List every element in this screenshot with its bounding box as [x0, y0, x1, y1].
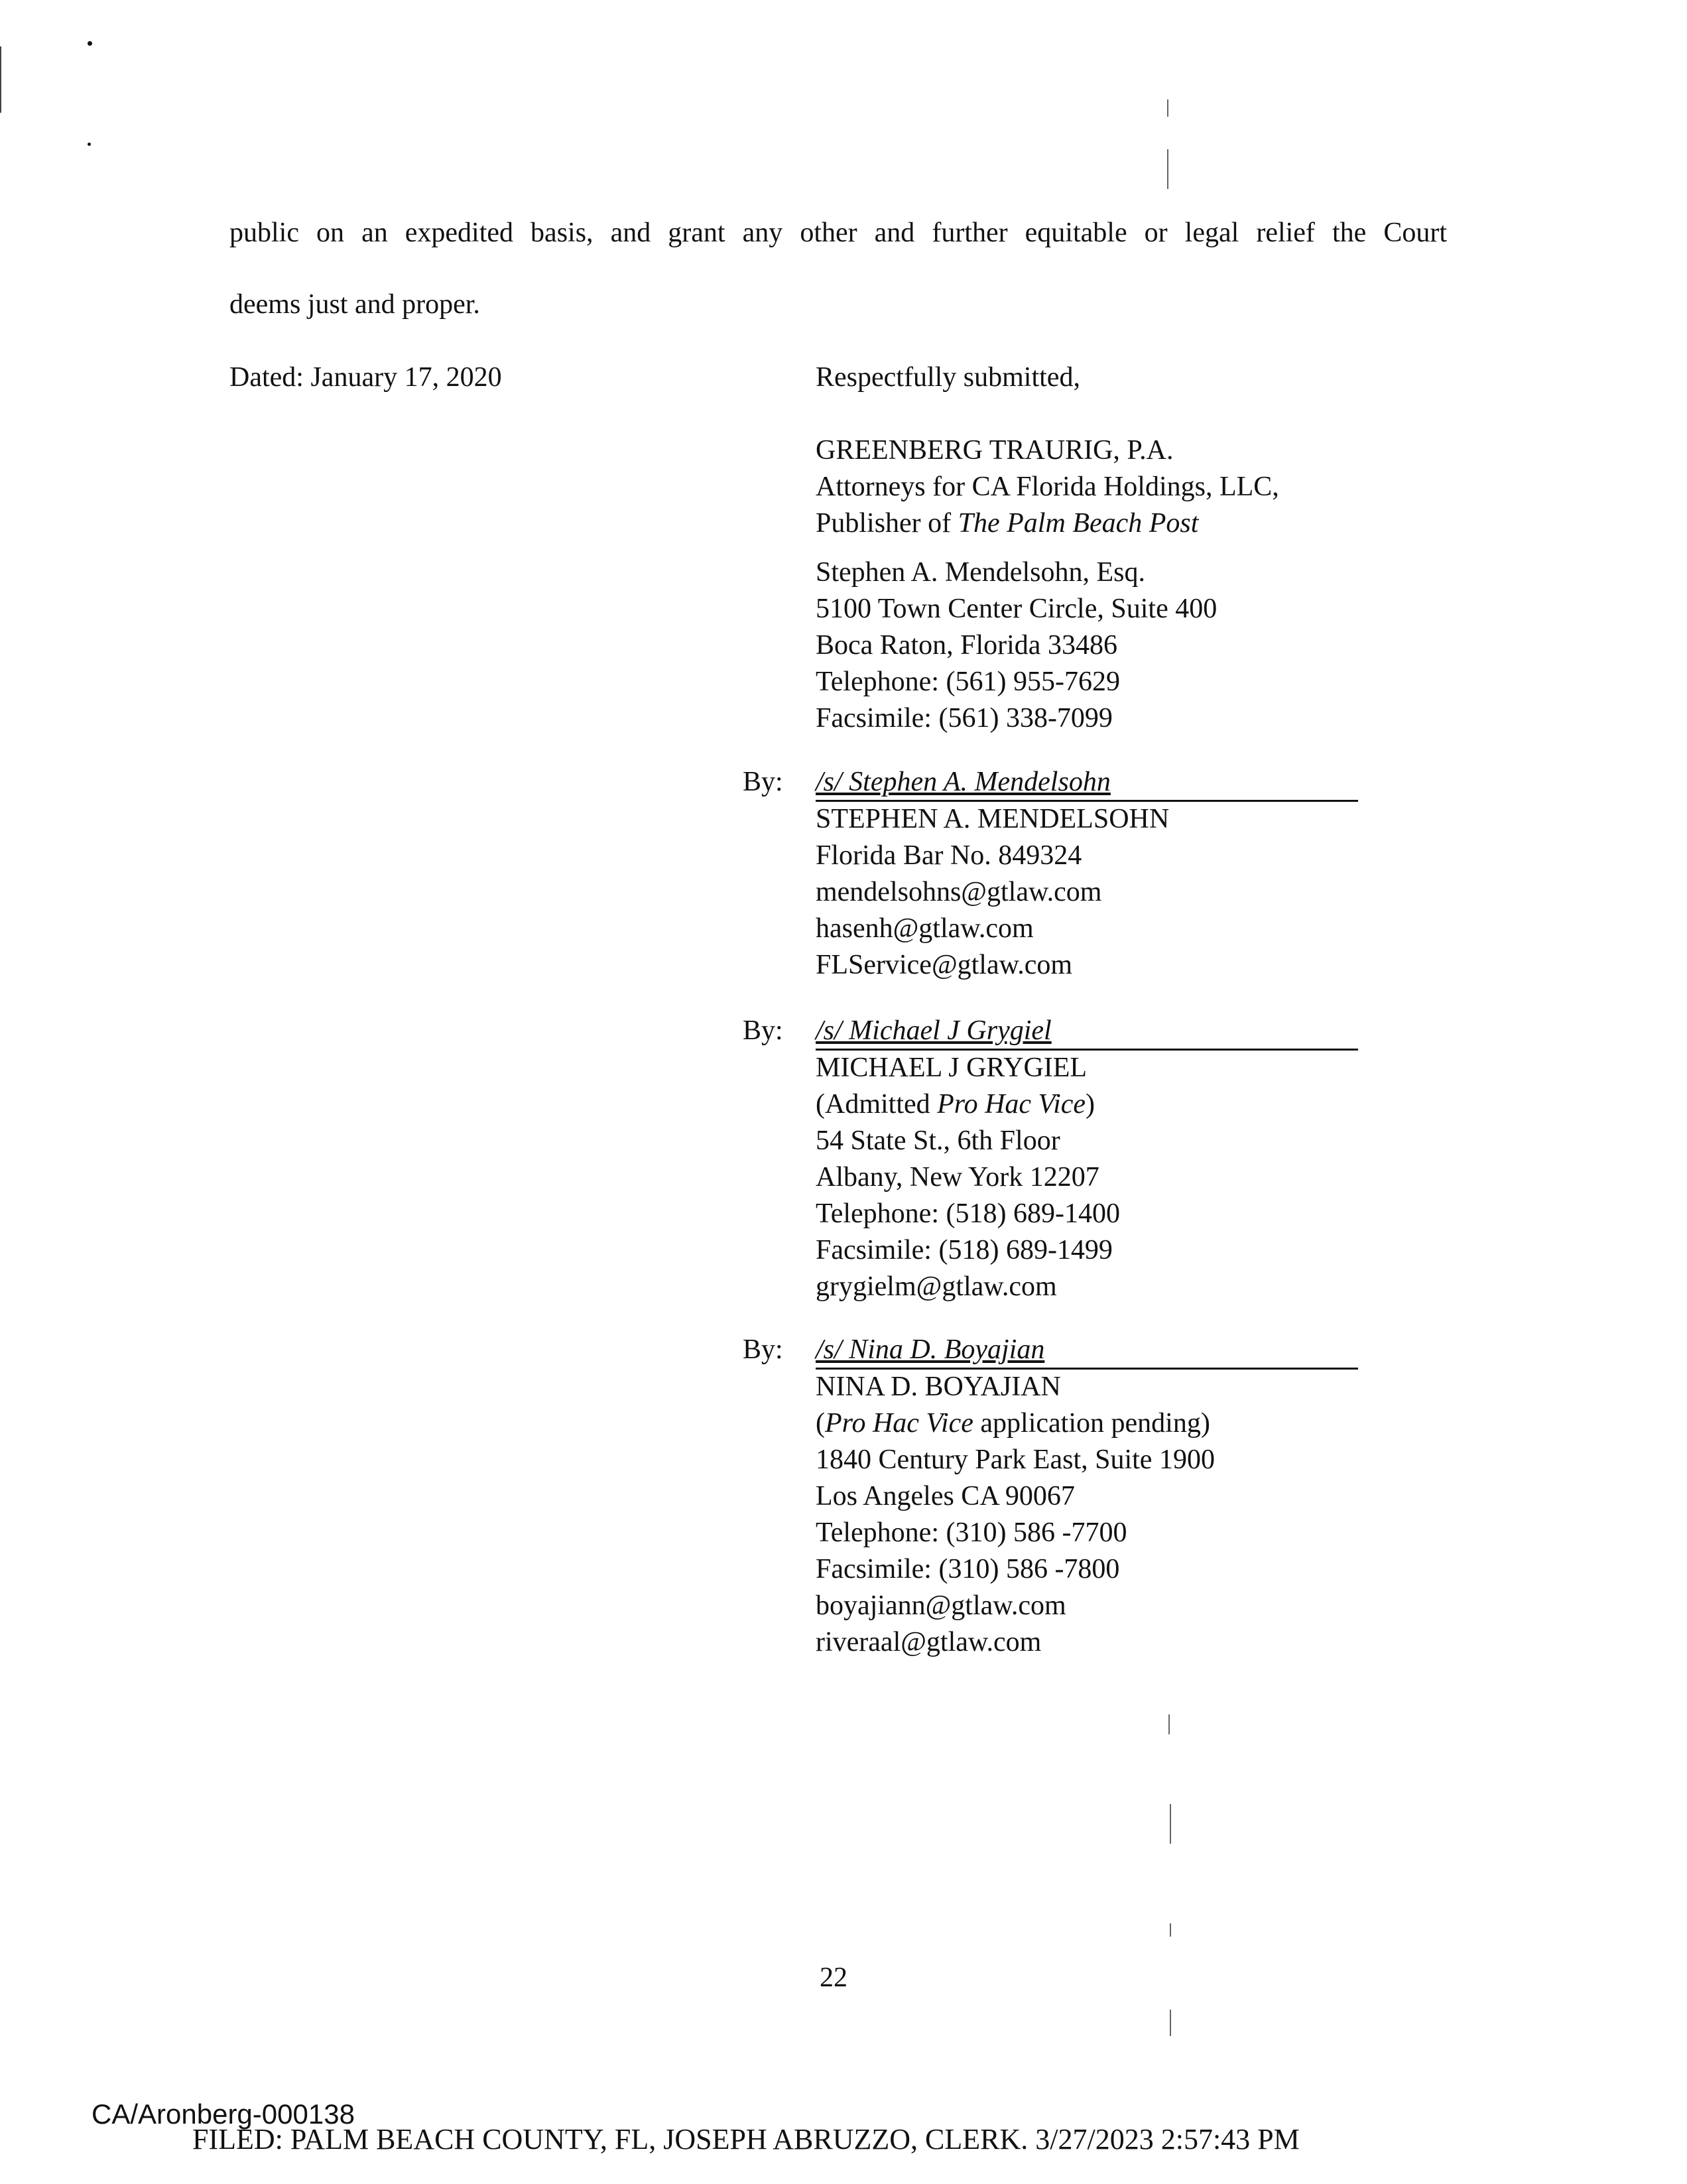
- closing-line: Respectfully submitted,: [816, 362, 1080, 393]
- scan-edge-mark: [1170, 1923, 1171, 1937]
- admission-suffix: application pending): [973, 1408, 1210, 1439]
- admission-prefix: (: [816, 1408, 825, 1439]
- signer-address-2: Los Angeles CA 90067: [816, 1481, 1075, 1511]
- signer-email: FLService@gtlaw.com: [816, 950, 1073, 980]
- signer-bar-number: Florida Bar No. 849324: [816, 840, 1082, 871]
- signer-details: [816, 1050, 1120, 1305]
- signer-name: STEPHEN A. MENDELSOHN: [816, 804, 1170, 834]
- page-number: 22: [820, 1962, 847, 1993]
- publisher-name: The Palm Beach Post: [958, 508, 1199, 539]
- signer-email: grygielm@gtlaw.com: [816, 1271, 1057, 1302]
- signer-email: mendelsohns@gtlaw.com: [816, 877, 1102, 907]
- filed-stamp: FILED: PALM BEACH COUNTY, FL, JOSEPH ABRUZZO, CLERK. 3/27/2023 2:57:43 PM: [192, 2123, 1300, 2155]
- signer-telephone: Telephone: (518) 689-1400: [816, 1198, 1120, 1229]
- admission-prefix: (Admitted: [816, 1089, 938, 1120]
- firm-publisher: [816, 505, 1279, 542]
- by-label: By:: [743, 1015, 783, 1046]
- signer-details: [816, 801, 1169, 984]
- signature-line: /s/ Stephen A. Mendelsohn: [816, 764, 1358, 802]
- contact-block: [816, 554, 1217, 737]
- firm-role: Attorneys for CA Florida Holdings, LLC,: [816, 472, 1279, 502]
- signer-details: [816, 1369, 1215, 1661]
- signer-admission: [816, 1086, 1120, 1123]
- scan-edge-mark: [1170, 2010, 1171, 2036]
- admission-suffix: ): [1086, 1089, 1095, 1120]
- date-line: Dated: January 17, 2020: [229, 362, 502, 393]
- signer-address-1: 1840 Century Park East, Suite 1900: [816, 1445, 1215, 1475]
- bates-number: CA/Aronberg-000138: [92, 2098, 355, 2130]
- admission-pro-hac-vice: Pro Hac Vice: [937, 1089, 1086, 1120]
- signer-email: boyajiann@gtlaw.com: [816, 1590, 1066, 1621]
- body-paragraph-line: deems just and proper.: [229, 289, 480, 320]
- scan-speck: [88, 143, 91, 146]
- signer-address-1: 54 State St., 6th Floor: [816, 1125, 1060, 1156]
- by-label: By:: [743, 1334, 783, 1365]
- publisher-prefix: Publisher of: [816, 508, 958, 539]
- scan-edge-mark: [1168, 1714, 1170, 1734]
- body-paragraph-line: public on an expedited basis, and grant any other and further equitable or legal relief the Court: [229, 218, 1447, 248]
- signer-facsimile: Facsimile: (310) 586 -7800: [816, 1554, 1120, 1584]
- signer-facsimile: Facsimile: (518) 689-1499: [816, 1235, 1113, 1265]
- admission-pro-hac-vice: Pro Hac Vice: [825, 1408, 973, 1439]
- signer-email: hasenh@gtlaw.com: [816, 913, 1034, 944]
- firm-block: [816, 432, 1279, 542]
- firm-name: GREENBERG TRAURIG, P.A.: [816, 435, 1174, 466]
- scan-edge-mark: [1167, 99, 1168, 117]
- scan-speck: [88, 41, 92, 46]
- signature-line: /s/ Nina D. Boyajian: [816, 1332, 1358, 1370]
- by-label: By:: [743, 767, 783, 797]
- contact-facsimile: Facsimile: (561) 338-7099: [816, 703, 1113, 734]
- signature-line: /s/ Michael J Grygiel: [816, 1013, 1358, 1051]
- signer-name: NINA D. BOYAJIAN: [816, 1372, 1061, 1402]
- contact-address-2: Boca Raton, Florida 33486: [816, 630, 1117, 661]
- scan-edge-mark: [0, 46, 1, 113]
- scan-edge-mark: [1167, 149, 1168, 189]
- signer-name: MICHAEL J GRYGIEL: [816, 1053, 1088, 1083]
- signer-address-2: Albany, New York 12207: [816, 1162, 1099, 1192]
- contact-address-1: 5100 Town Center Circle, Suite 400: [816, 594, 1218, 624]
- signer-email: riveraal@gtlaw.com: [816, 1627, 1042, 1657]
- signer-admission: [816, 1405, 1215, 1442]
- contact-telephone: Telephone: (561) 955-7629: [816, 667, 1120, 697]
- contact-name: Stephen A. Mendelsohn, Esq.: [816, 557, 1145, 588]
- scan-edge-mark: [1170, 1804, 1171, 1844]
- signer-telephone: Telephone: (310) 586 -7700: [816, 1517, 1127, 1548]
